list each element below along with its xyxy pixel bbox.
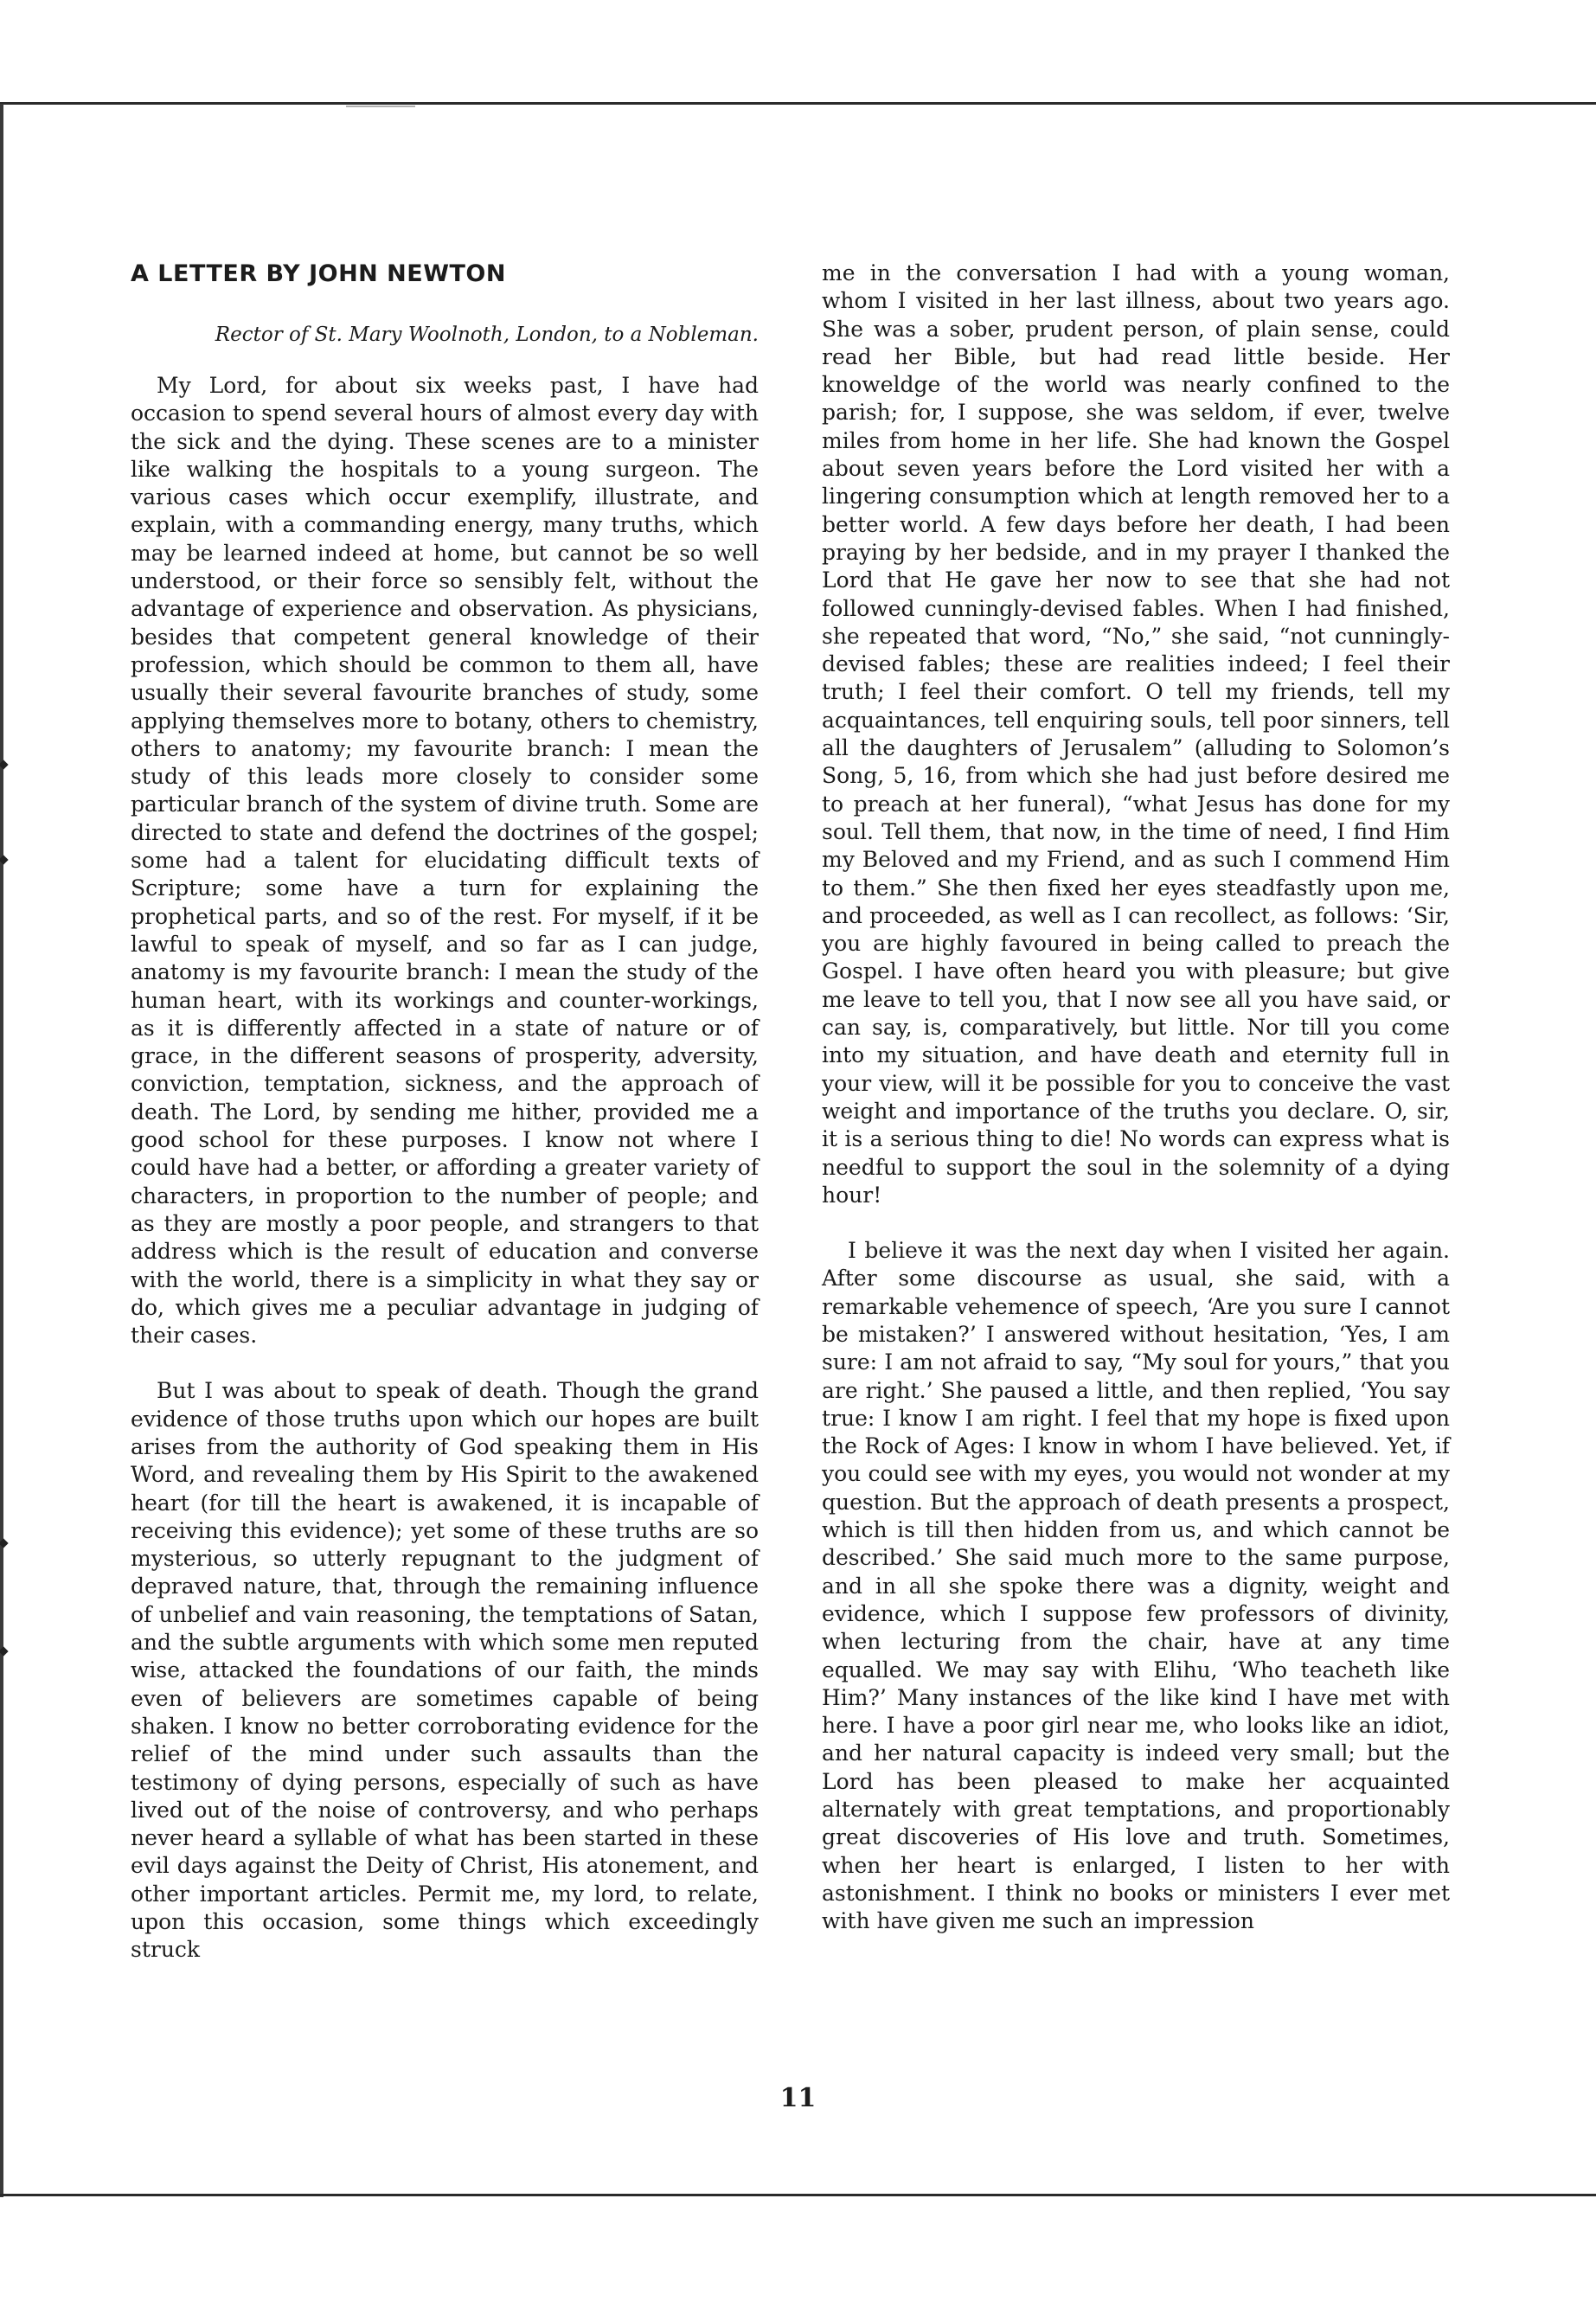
right-column: [822, 260, 1450, 1936]
scan-bottom-border: [0, 2194, 1596, 2196]
scan-edge-mark: [0, 1538, 9, 1548]
paragraph: My Lord, for about six weeks past, I have had occasion to spend several hours of almost every day with the sick and the dying. These scenes are to a minister like walking the hospitals to a young surgeon. The various cases which occur exemplify, illustrate, and explain, with a commanding energy, many truths, which may be learned indeed at home, but cannot be so well understood, or their force so sensibly felt, without the advantage of experience and observation. As physicians, besides that competent general knowledge of their profession, which should be common to them all, have usually their several favourite branches of study, some applying themselves more to botany, others to chemistry, others to anatomy; my favourite branch: I mean the study of this leads more closely to consider some particular branch of the system of divine truth. Some are directed to state and defend the doctrines of the gospel; some had a talent for elucidating difficult texts of Scripture; some have a turn for explaining the prophetical parts, and so of the rest. For myself, if it be lawful to speak of myself, and so far as I can judge, anatomy is my favourite branch: I mean the study of the human heart, with its workings and counter-workings, as it is differently affected in a state of nature or of grace, in the different seasons of prosperity, adversity, conviction, temptation, sickness, and the approach of death. The Lord, by sending me hither, provided me a good school for these purposes. I know not where I could have had a better, or affording a greater variety of characters, in proportion to the number of people; and as they are mostly a poor people, and strangers to that address which is the result of education and converse with the world, there is a simplicity in what they say or do, which gives me a peculiar advantage in judging of their cases.: [131, 373, 759, 1349]
scan-top-mark: [346, 106, 415, 107]
left-column: [131, 260, 759, 1965]
scan-edge-mark: [0, 855, 9, 864]
paragraph: I believe it was the next day when I visited her again. After some discourse as usual, she said, with a remarkable vehemence of speech, ‘Are you sure I cannot be mistaken?’ I answered without hesitation, ‘Yes, I am sure: I am not afraid to say, “My soul for yours,” that you are right.’ She paused a little, and then replied, ‘You say true: I know I am right. I feel that my hope is fixed upon the Rock of Ages: I know in whom I have believed. Yet, if you could see with my eyes, you would not wonder at my question. But the approach of death presents a prospect, which is till then hidden from us, and which cannot be described.’ She said much more to the same purpose, and in all she spoke there was a dignity, weight and evidence, which I suppose few professors of divinity, when lecturing from the chair, have at any time equalled. We may say with Elihu, ‘Who teacheth like Him?’ Many instances of the like kind I have met with here. I have a poor girl near me, who looks like an idiot, and her natural capacity is indeed very small; but the Lord has been pleased to make her acquainted alternately with great temptations, and proportionably great discoveries of His love and truth. Sometimes, when her heart is enlarged, I listen to her with astonishment. I think no books or ministers I ever met with have given me such an impression: [822, 1238, 1450, 1934]
scan-edge-mark: [0, 760, 9, 769]
scan-left-border: [0, 104, 3, 2197]
article-title: A LETTER BY JOHN NEWTON: [131, 260, 506, 287]
paragraph-continued: me in the conversation I had with a young woman, whom I visited in her last illness, about two years ago. She was a sober, prudent person, of plain sense, could read her Bible, but had read little beside. Her knoweldge of the world was nearly confined to the parish; for, I suppose, she was seldom, if ever, twelve miles from home in her life. She had known the Gospel about seven years before the Lord visited her with a lingering consumption which at length removed her to a better world. A few days before her death, I had been praying by her bedside, and in my prayer I thanked the Lord that He gave her now to see that she had not followed cunningly-devised fables. When I had finished, she repeated that word, “No,” she said, “not cunningly-devised fables; these are realities indeed; I feel their truth; I feel their comfort. O tell my friends, tell my acquaintances, tell enquiring souls, tell poor sinners, tell all the daughters of Jerusalem” (alluding to Solomon’s Song, 5, 16, from which she had just before desired me to preach at her funeral), “what Jesus has done for my soul. Tell them, that now, in the time of need, I find Him my Beloved and my Friend, and as such I commend Him to them.” She then fixed her eyes steadfastly upon me, and proceeded, as well as I can recollect, as follows: ‘Sir, you are highly favoured in being called to preach the Gospel. I have often heard you with pleasure; but give me leave to tell you, that I now see all you have said, or can say, is, comparatively, but little. Nor till you come into my situation, and have death and eternity full in your view, will it be possible for you to conceive the vast weight and importance of the truths you declare. O, sir, it is a serious thing to die! No words can express what is needful to support the soul in the solemnity of a dying hour!: [822, 260, 1450, 1208]
paragraph: But I was about to speak of death. Though the grand evidence of those truths upon which our hopes are built arises from the authority of God speaking them in His Word, and revealing them by His Spirit to the awakened heart (for till the heart is awakened, it is incapable of receiving this evidence); yet some of these truths are so mysterious, so utterly repugnant to the judgment of depraved nature, that, through the remaining influence of unbelief and vain reasoning, the temptations of Satan, and the subtle arguments with which some men reputed wise, attacked the foundations of our faith, the minds even of believers are sometimes capable of being shaken. I know no better corroborating evidence for the relief of the mind under such assaults than the testimony of dying persons, especially of such as have lived out of the noise of controversy, and who perhaps never heard a syllable of what has been started in these evil days against the Deity of Christ, His atonement, and other important articles. Permit me, my lord, to relate, upon this occasion, some things which exceedingly struck: [131, 1378, 759, 1963]
scan-edge-mark: [0, 1646, 9, 1656]
page-number: 11: [779, 2083, 817, 2113]
scan-top-border: [0, 102, 1596, 105]
article-subtitle: Rector of St. Mary Woolnoth, London, to a Nobleman.: [215, 324, 759, 346]
